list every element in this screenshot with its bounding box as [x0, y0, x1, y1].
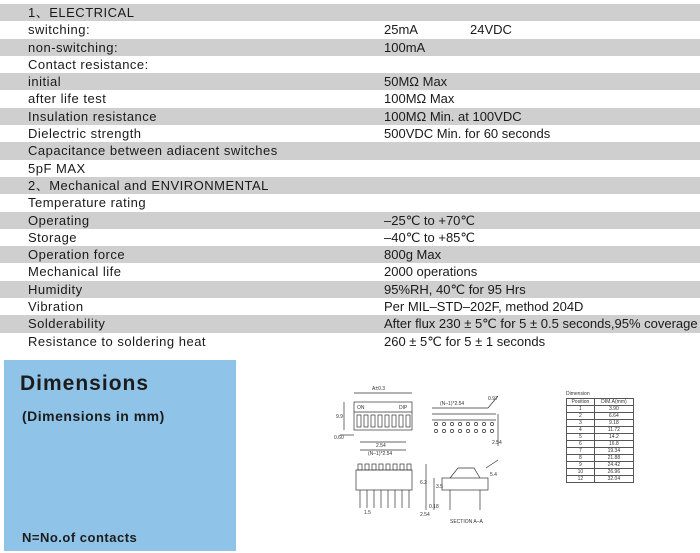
pin-label: 0.60 — [334, 435, 344, 441]
position-cell: 8 — [567, 455, 595, 462]
table-row — [567, 406, 634, 413]
spec-label: Insulation resistance — [28, 108, 158, 124]
spec-value: 95%RH, 40℃ for 95 Hrs — [384, 281, 526, 297]
span-label: (N–1)*2.54 — [368, 451, 393, 457]
position-cell: 2 — [567, 413, 595, 420]
dimensions-title: Dimensions — [20, 372, 150, 395]
dimension-table-caption: Dimension — [566, 391, 590, 397]
front-view-body — [356, 470, 412, 490]
spec-value: 500VDC Min. for 60 seconds — [384, 126, 551, 142]
spec-row — [0, 160, 700, 177]
dimensions-subtitle: (Dimensions in mm) — [22, 408, 165, 424]
bottom-pitch-label: 1.5 — [364, 510, 371, 516]
bottom-pin-label: 0.18 — [429, 504, 439, 510]
spec-section-row — [0, 177, 700, 194]
dim-a-cell: 21.88 — [594, 455, 633, 462]
spec-row — [0, 212, 700, 229]
side-right-label: 5.4 — [490, 472, 497, 478]
spec-label: Mechanical life — [28, 264, 122, 280]
table-row — [567, 420, 634, 427]
span-label-right: (N–1)*2.54 — [440, 401, 465, 407]
position-cell: 3 — [567, 420, 595, 427]
spec-label: Contact resistance: — [28, 56, 149, 72]
spec-label: Humidity — [28, 281, 83, 297]
spec-label: Resistance to soldering heat — [28, 333, 207, 349]
dim-a-cell: 32.04 — [594, 476, 633, 483]
on-label: ON — [357, 405, 365, 411]
dim-a-cell: 26.96 — [594, 469, 633, 476]
table-row — [567, 448, 634, 455]
spec-row — [0, 298, 700, 315]
dip-label: DIP — [399, 405, 408, 411]
side-view-body — [442, 478, 488, 490]
bottom-left-label: 2.54 — [420, 512, 430, 518]
position-cell: 12 — [567, 476, 595, 483]
table-row — [567, 413, 634, 420]
side-label: 2.54 — [492, 440, 502, 446]
spec-value: 100mA — [384, 39, 426, 55]
spec-label: 5pF MAX — [28, 160, 86, 176]
spec-value: After flux 230 ± 5℃ for 5 ± 0.5 seconds,95% coverage — [384, 316, 698, 332]
top-view-slots — [357, 415, 410, 427]
position-cell: 10 — [567, 469, 595, 476]
pitch-label: 2.54 — [376, 443, 386, 449]
pin-row — [434, 422, 493, 432]
dim-a-cell: 19.34 — [594, 448, 633, 455]
position-cell: 7 — [567, 448, 595, 455]
spec-value: –40℃ to +85℃ — [384, 229, 476, 245]
position-cell: 9 — [567, 462, 595, 469]
spec-value: 2000 operations — [384, 264, 478, 280]
spec-table — [0, 4, 700, 350]
spec-label: Dielectric strength — [28, 126, 142, 142]
spec-label: initial — [28, 74, 62, 90]
position-cell: 1 — [567, 406, 595, 413]
contacts-note: N=No.of contacts — [22, 530, 138, 545]
table-row — [567, 441, 634, 448]
section-heading: 1、ELECTRICAL — [28, 5, 135, 20]
front-view-pins — [360, 490, 409, 508]
position-cell: 6 — [567, 441, 595, 448]
bottom-h1-label: 6.2 — [420, 480, 427, 486]
spec-value: 260 ± 5℃ for 5 ± 1 seconds — [384, 333, 546, 349]
spec-row — [0, 333, 700, 350]
dim-a-cell: 3.90 — [594, 406, 633, 413]
header-position: Position — [567, 399, 595, 406]
spec-value: 100MΩ Max — [384, 91, 455, 107]
table-row — [567, 476, 634, 483]
spec-label: after life test — [28, 91, 107, 107]
spec-label: Operating — [28, 212, 90, 228]
spec-row — [0, 39, 700, 56]
spec-label: non-switching: — [28, 39, 119, 55]
front-view-tops — [358, 464, 411, 470]
section-heading: 2、Mechanical and ENVIRONMENTAL — [28, 177, 269, 193]
spec-value: Per MIL–STD–202F, method 204D — [384, 299, 584, 315]
dimension-table — [566, 398, 634, 483]
position-cell: 5 — [567, 434, 595, 441]
spec-row — [0, 21, 700, 38]
spec-label: Solderability — [28, 316, 106, 332]
spec-row — [0, 108, 700, 125]
spec-row — [0, 194, 700, 211]
spec-value: –25℃ to +70℃ — [384, 212, 476, 228]
table-row — [567, 469, 634, 476]
dim-a-cell: 6.64 — [594, 413, 633, 420]
top-width-label: A±0.3 — [372, 386, 386, 392]
spec-row — [0, 281, 700, 298]
bottom-h2-label: 3.5 — [436, 484, 443, 490]
spec-label: Vibration — [28, 299, 84, 315]
spec-row — [0, 229, 700, 246]
spec-label: Operation force — [28, 247, 126, 263]
spec-row — [0, 246, 700, 263]
spec-value: 25mA — [384, 22, 418, 38]
spec-label: Temperature rating — [28, 195, 147, 211]
position-cell: 4 — [567, 427, 595, 434]
spec-row — [0, 142, 700, 159]
spec-row — [0, 263, 700, 280]
header-dim-a: DIM.A(mm) — [594, 399, 633, 406]
table-row — [567, 455, 634, 462]
dimension-table-header — [567, 399, 634, 406]
table-row — [567, 427, 634, 434]
spec-row — [0, 315, 700, 332]
spec-label: Capacitance between adiacent switches — [28, 143, 278, 159]
spec-section-row — [0, 4, 700, 21]
spec-label: switching: — [28, 22, 91, 38]
table-row — [567, 434, 634, 441]
dim-a-cell: 11.72 — [594, 427, 633, 434]
spec-value: 800g Max — [384, 247, 442, 263]
table-row — [567, 462, 634, 469]
height-label: 9.9 — [336, 414, 343, 420]
section-label: SECTION A–A — [450, 519, 483, 525]
spec-row — [0, 125, 700, 142]
spec-value: 50MΩ Max — [384, 74, 448, 90]
spec-value: 100MΩ Min. at 100VDC — [384, 108, 522, 124]
spec-value-secondary: 24VDC — [470, 22, 512, 38]
angle-label: 0.97 — [488, 396, 498, 402]
spec-row — [0, 90, 700, 107]
dim-a-cell: 9.18 — [594, 420, 633, 427]
spec-label: Storage — [28, 229, 78, 245]
spec-row — [0, 73, 700, 90]
dim-a-cell: 14.2 — [594, 434, 633, 441]
dim-a-cell: 16.8 — [594, 441, 633, 448]
dim-a-cell: 24.42 — [594, 462, 633, 469]
spec-row — [0, 56, 700, 73]
